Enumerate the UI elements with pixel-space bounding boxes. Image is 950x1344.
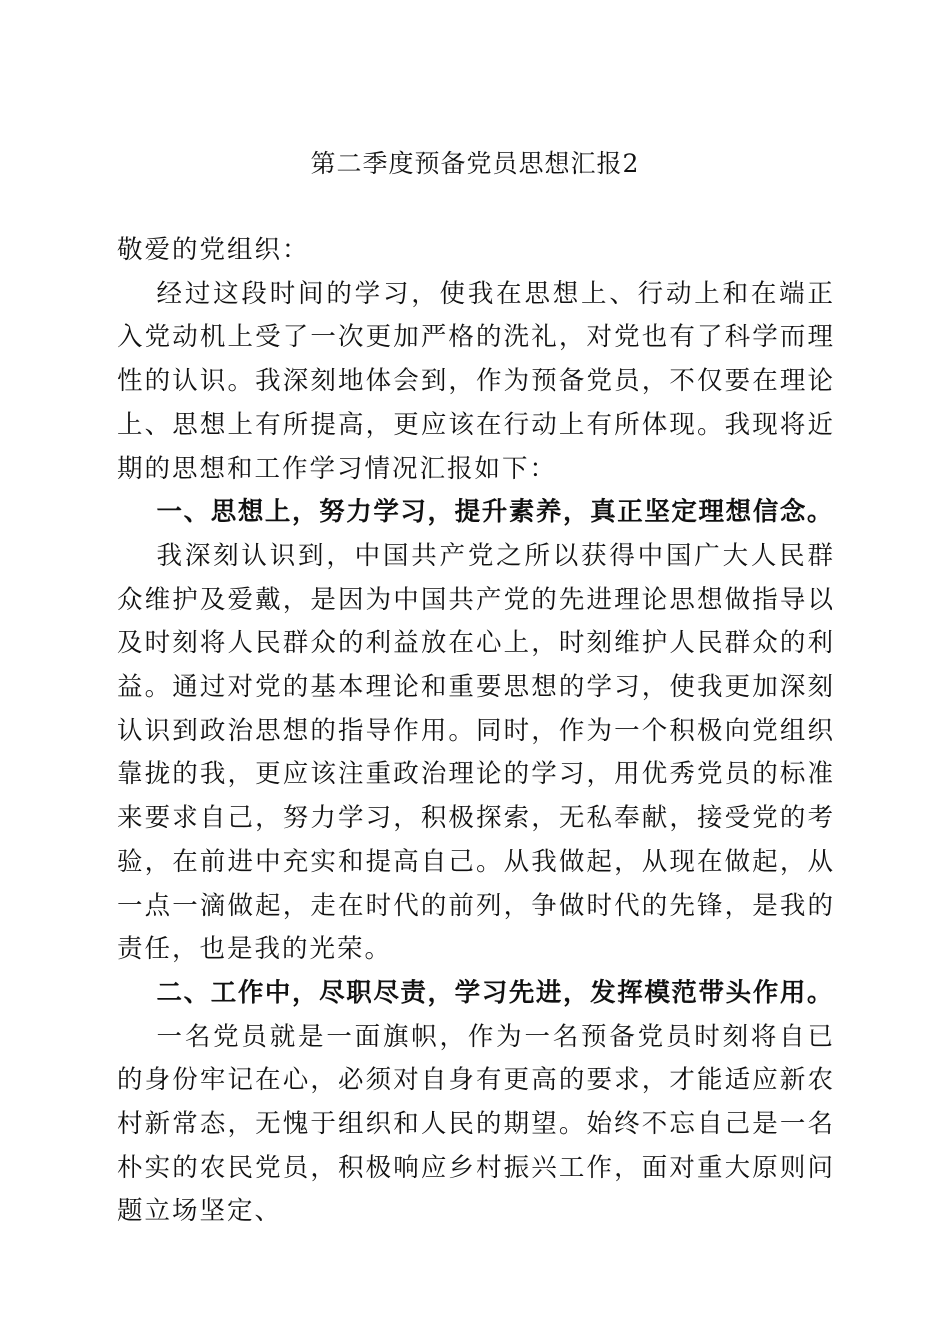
- section-2-paragraph: 一名党员就是一面旗帜，作为一名预备党员时刻将自已的身份牢记在心，必须对自身有更高的要求，才能适应新农村新常态，无愧于组织和人民的期望。始终不忘自己是一名朴实的农民党员，积极响应乡村振兴工作，面对重大原则问题立场坚定、: [117, 1021, 835, 1227]
- section-heading-1: 一、思想上，努力学习，提升素养，真正坚定理想信念。: [156, 497, 835, 528]
- section-1-paragraph: 我深刻认识到，中国共产党之所以获得中国广大人民群众维护及爱戴，是因为中国共产党的先进理论思想做指导以及时刻将人民群众的利益放在心上，时刻维护人民群众的利益。通过对党的基本理论和重要思想的学习，使我更加深刻认识到政治思想的指导作用。同时，作为一个积极向党组织靠拢的我，更应该注重政治理论的学习，用优秀党员的标准来要求自己，努力学习，积极探索，无私奉献，接受党的考验，在前进中充实和提高自己。从我做起，从现在做起，从一点一滴做起，走在时代的前列，争做时代的先锋，是我的责任，也是我的光荣。: [117, 540, 835, 965]
- intro-paragraph: 经过这段时间的学习，使我在思想上、行动上和在端正入党动机上受了一次更加严格的洗礼，对党也有了科学而理性的认识。我深刻地体会到，作为预备党员，不仅要在理论上、思想上有所提高，更应该在行动上有所体现。我现将近期的思想和工作学习情况汇报如下：: [117, 278, 835, 484]
- document-title: 第二季度预备党员思想汇报2: [310, 149, 640, 178]
- document-body: [117, 229, 835, 1234]
- section-heading-2: 二、工作中，尽职尽责，学习先进，发挥模范带头作用。: [156, 977, 835, 1008]
- salutation: 敬爱的党组织：: [117, 235, 310, 265]
